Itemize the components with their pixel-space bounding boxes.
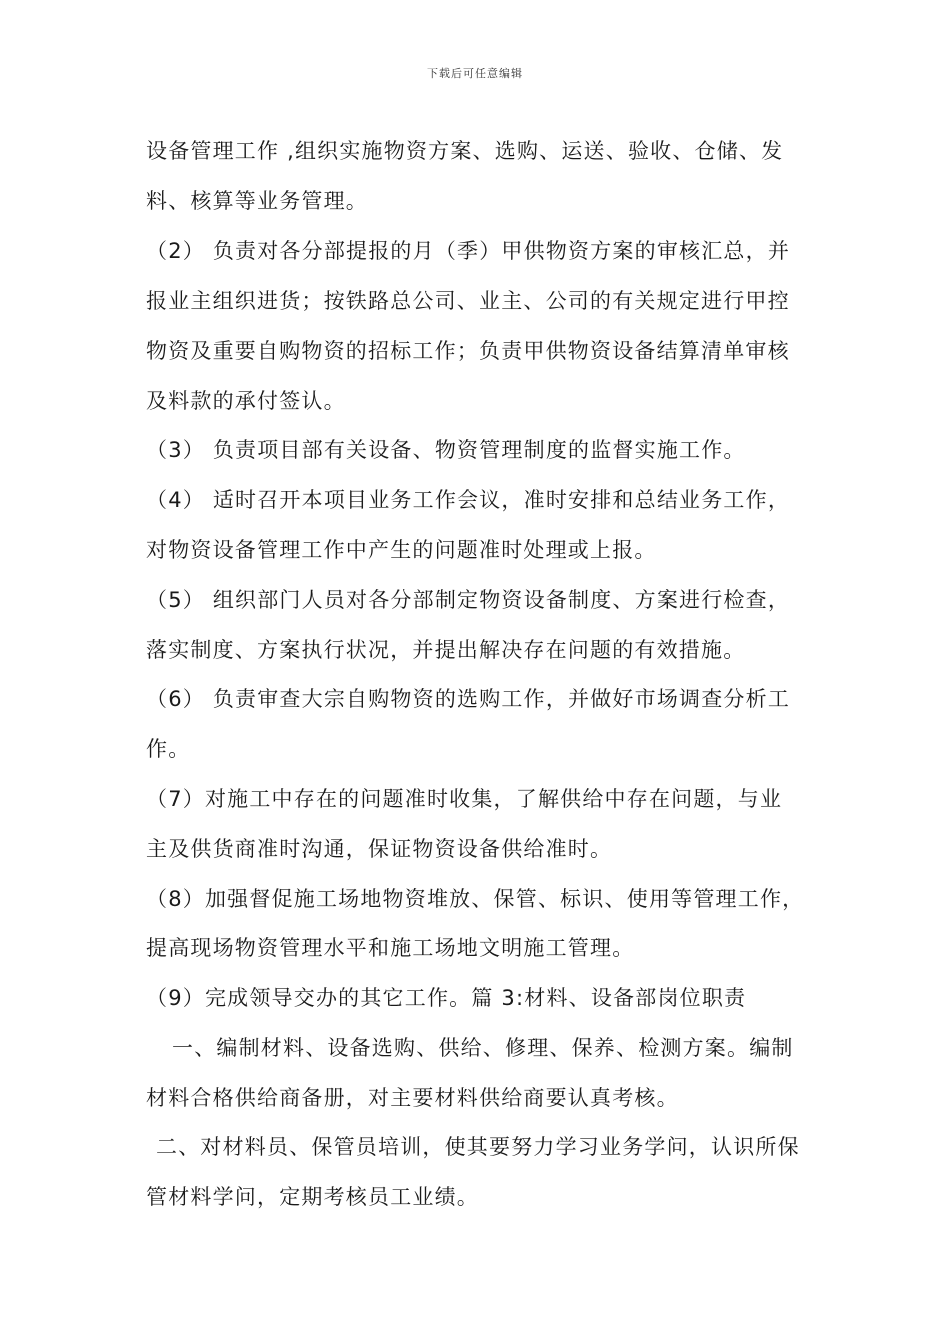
text-line: （3） 负责项目部有关设备、物资管理制度的监督实施工作。 — [146, 438, 746, 462]
text-line: 料、核算等业务管理。 — [146, 189, 368, 213]
text-line: （7）对施工中存在的问题准时收集，了解供给中存在问题，与业 — [146, 787, 783, 811]
text-line: 及料款的承付签认。 — [146, 389, 346, 413]
page-header: 下载后可任意编辑 — [427, 67, 523, 80]
text-line: 落实制度、方案执行状况，并提出解决存在问题的有效措施。 — [146, 638, 746, 662]
text-line: 二、对材料员、保管员培训，使其要努力学习业务学问，认识所保 — [156, 1135, 800, 1159]
text-line: 材料合格供给商备册，对主要材料供给商要认真考核。 — [146, 1086, 679, 1110]
text-line: 设备管理工作 ,组织实施物资方案、选购、运送、验收、仓储、发 — [146, 139, 784, 163]
text-line: 报业主组织进货；按铁路总公司、业主、公司的有关规定进行甲控 — [146, 289, 790, 313]
text-line: 作。 — [146, 737, 191, 761]
text-line: 对物资设备管理工作中产生的问题准时处理或上报。 — [146, 538, 657, 562]
text-line: （9）完成领导交办的其它工作。篇 3:材料、设备部岗位职责 — [146, 986, 747, 1010]
text-line: （5） 组织部门人员对各分部制定物资设备制度、方案进行检查， — [146, 588, 791, 612]
text-line: 一、编制材料、设备选购、供给、修理、保养、检测方案。编制 — [172, 1036, 794, 1060]
text-line: 提高现场物资管理水平和施工场地文明施工管理。 — [146, 936, 635, 960]
text-line: 管材料学问，定期考核员工业绩。 — [146, 1185, 479, 1209]
text-line: （4） 适时召开本项目业务工作会议，准时安排和总结业务工作， — [146, 488, 791, 512]
text-line: 物资及重要自购物资的招标工作；负责甲供物资设备结算清单审核 — [146, 339, 790, 363]
text-line: （2） 负责对各分部提报的月（季）甲供物资方案的审核汇总，并 — [146, 239, 791, 263]
text-line: （8）加强督促施工场地物资堆放、保管、标识、使用等管理工作， — [146, 887, 805, 911]
text-line: （6） 负责审查大宗自购物资的选购工作，并做好市场调查分析工 — [146, 687, 791, 711]
text-line: 主及供货商准时沟通，保证物资设备供给准时。 — [146, 837, 613, 861]
